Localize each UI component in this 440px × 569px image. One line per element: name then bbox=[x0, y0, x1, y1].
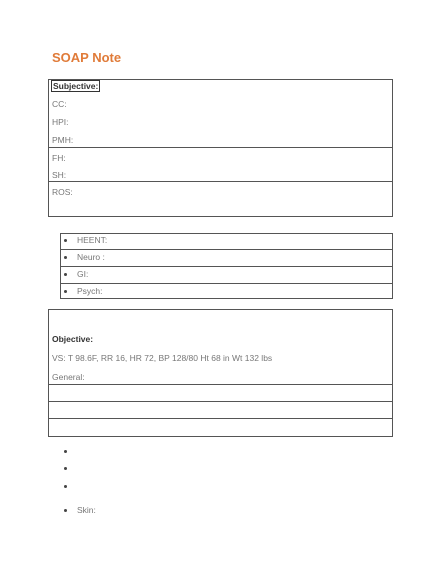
subjective-heading: Subjective: bbox=[53, 81, 99, 91]
bullet-icon bbox=[64, 485, 67, 488]
bullet-icon bbox=[64, 509, 67, 512]
exam-item-skin: Skin: bbox=[77, 505, 96, 515]
field-cc: CC: bbox=[52, 99, 67, 109]
bullet-icon bbox=[64, 450, 67, 453]
bullet-icon bbox=[64, 256, 67, 259]
bullet-icon bbox=[64, 273, 67, 276]
ros-item-heent: HEENT: bbox=[77, 235, 108, 245]
document-title: SOAP Note bbox=[52, 50, 122, 65]
field-fh: FH: bbox=[52, 153, 66, 163]
field-sh: SH: bbox=[52, 170, 67, 180]
bullet-icon bbox=[64, 290, 67, 293]
ros-item-neuro: Neuro : bbox=[77, 252, 105, 262]
divider bbox=[60, 266, 393, 267]
divider bbox=[60, 249, 393, 250]
ros-item-psych: Psych: bbox=[77, 286, 103, 296]
divider bbox=[48, 384, 393, 385]
subjective-box bbox=[48, 79, 393, 217]
field-ros: ROS: bbox=[52, 187, 73, 197]
divider bbox=[48, 401, 393, 402]
field-hpi: HPI: bbox=[52, 117, 69, 127]
bullet-icon bbox=[64, 239, 67, 242]
field-general: General: bbox=[52, 372, 85, 382]
divider bbox=[48, 418, 393, 419]
divider bbox=[48, 147, 393, 148]
bullet-icon bbox=[64, 467, 67, 470]
divider bbox=[48, 181, 393, 182]
ros-item-gi: GI: bbox=[77, 269, 89, 279]
objective-heading: Objective: bbox=[52, 334, 94, 344]
field-pmh: PMH: bbox=[52, 135, 74, 145]
vitals-text: VS: T 98.6F, RR 16, HR 72, BP 128/80 Ht 68 in Wt 132 lbs bbox=[52, 353, 273, 363]
divider bbox=[60, 283, 393, 284]
